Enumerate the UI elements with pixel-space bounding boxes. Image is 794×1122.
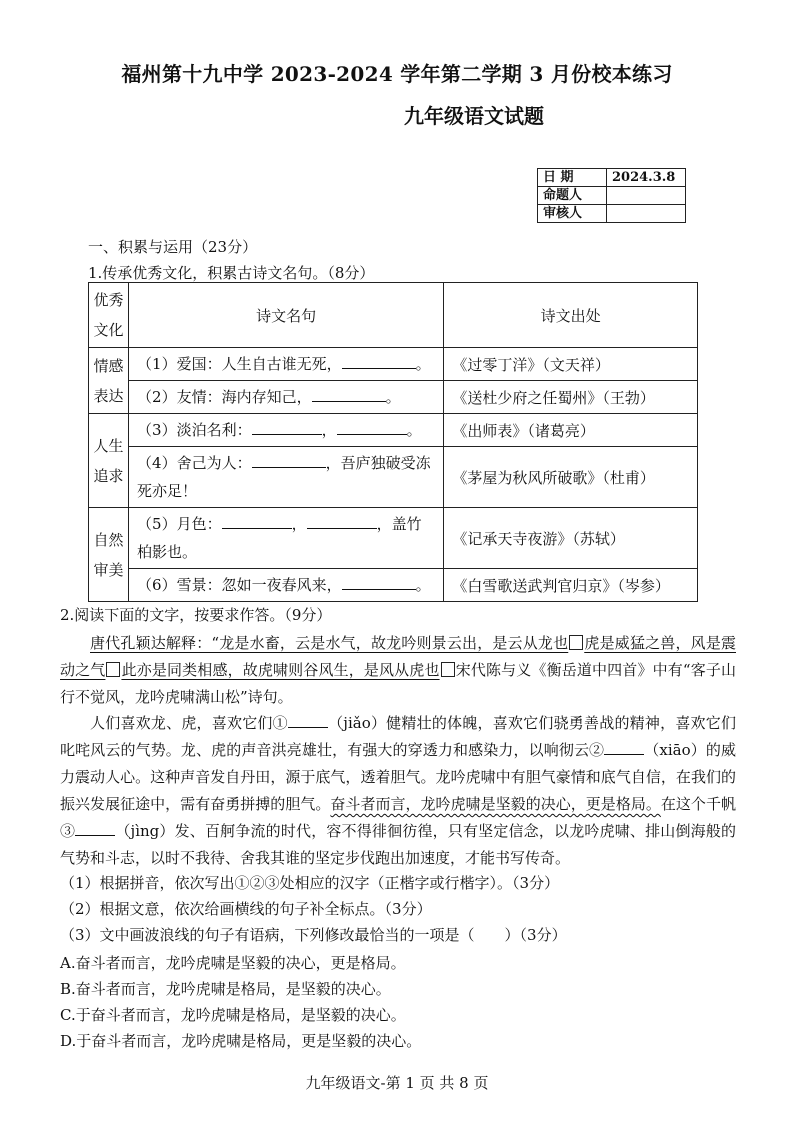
poem-row-2: （2）友情：海内存知己， 。 [129,381,444,414]
pinyin-blank-2[interactable] [604,738,644,755]
source-5: 《记承天寺夜游》（苏轼） [444,508,698,569]
date-value: 2024.3.8 [607,169,686,187]
exam-subtitle: 九年级语文试题 [404,104,544,128]
answer-blank[interactable] [222,512,292,529]
author-label: 命题人 [538,187,607,205]
wavy-sentence: 奋斗者而言，龙吟虎啸是坚毅的决心，更是格局。 [330,795,661,813]
option-a[interactable]: A.奋斗者而言，龙吟虎啸是坚毅的决心，更是格局。 [60,954,406,972]
author-value [607,187,686,205]
col-header-culture: 优秀文化 [89,283,129,348]
source-2: 《送杜少府之任蜀州》（王勃） [444,381,698,414]
col-header-lines: 诗文名句 [129,283,444,348]
question-2-prompt: 2.阅读下面的文字，按要求作答。（9分） [60,606,332,624]
reviewer-label: 审核人 [538,205,607,223]
punctuation-box[interactable] [441,662,455,677]
answer-blank[interactable] [342,352,416,369]
category-life: 人生追求 [89,414,129,508]
source-4: 《茅屋为秋风所破歌》（杜甫） [444,447,698,508]
col-header-source: 诗文出处 [444,283,698,348]
sub-question-2: （2）根据文意，依次给画横线的句子补全标点。（3分） [60,900,432,918]
option-c[interactable]: C.于奋斗者而言，龙吟虎啸是格局，是坚毅的决心。 [60,1006,406,1024]
answer-blank[interactable] [312,385,386,402]
underlined-sentence: 唐代孔颖达解释：“龙是水畜，云是水气，故龙吟则景云出，是云从龙也 虎是威猛之兽，风是震动之气 此亦是同类相感，故虎啸则谷风生，是风从虎也 [60,634,736,679]
exam-title: 福州第十九中学 2023-2024 学年第二学期 3 月份校本练习 [121,62,673,86]
poem-row-5: （5）月色： ， ，盖竹柏影也。 [129,508,444,569]
passage-paragraph-2: 人们喜欢龙、虎，喜欢它们① （jiǎo）健精壮的体魄，喜欢它们骁勇善战的精神，喜欢它们叱咤风云的气势。龙、虎的声音洪亮雄壮，有强大的穿透力和感染力，以响彻云② （xiāo）的威力震动人心。这种声音发自丹田，源于底气，透着胆气。龙吟虎啸中有胆气豪情和底气自信，在我们的振兴发展征途中，需有奋勇拼搏的胆气。奋斗者而言，龙吟虎啸是坚毅的决心，更是格局。在这个千帆③ （jìng）发、百舸争流的时代，容不得徘徊彷徨，只有坚定信念，以龙吟虎啸、排山倒海般的气势和斗志，以时不我待、舍我其谁的坚定步伐跑出加速度，才能书写传奇。 [60,710,736,872]
option-b[interactable]: B.奋斗者而言，龙吟虎啸是格局，是坚毅的决心。 [60,980,391,998]
sub-question-1: （1）根据拼音，依次写出①②③处相应的汉字（正楷字或行楷字）。（3分） [60,874,560,892]
poem-row-1: （1）爱国：人生自古谁无死， 。 [129,348,444,381]
answer-blank[interactable] [252,418,322,435]
meta-table [537,168,686,223]
poem-row-6: （6）雪景：忽如一夜春风来， 。 [129,569,444,602]
reviewer-value [607,205,686,223]
date-label: 日 期 [538,169,607,187]
source-6: 《白雪歌送武判官归京》（岑参） [444,569,698,602]
poem-row-4: （4）舍己为人： ，吾庐独破受冻死亦足！ [129,447,444,508]
pinyin-blank-3[interactable] [75,819,115,836]
passage-paragraph-1: 唐代孔颖达解释：“龙是水畜，云是水气，故龙吟则景云出，是云从龙也 虎是威猛之兽，风是震动之气 此亦是同类相感，故虎啸则谷风生，是风从虎也 宋代陈与义《衡岳道中四首》中有“客子山行不觉风，龙吟虎啸满山松”诗句。 [60,634,736,706]
category-nature: 自然审美 [89,508,129,602]
answer-blank[interactable] [252,451,326,468]
answer-blank[interactable] [337,418,407,435]
answer-blank[interactable] [307,512,377,529]
source-1: 《过零丁洋》（文天祥） [444,348,698,381]
section-heading: 一、积累与运用（23分） [88,238,258,256]
poem-table [88,282,698,602]
page-footer: 九年级语文-第 1 页 共 8 页 [305,1074,489,1092]
punctuation-box[interactable] [106,662,120,677]
pinyin-blank-1[interactable] [288,711,328,728]
punctuation-box[interactable] [569,635,583,650]
category-emotion: 情感表达 [89,348,129,414]
sub-question-3: （3）文中画波浪线的句子有语病，下列修改最恰当的一项是（ ）（3分） [60,926,567,944]
answer-blank[interactable] [342,573,416,590]
option-d[interactable]: D.于奋斗者而言，龙吟虎啸是格局，更是坚毅的决心。 [60,1032,422,1050]
question-1-prompt: 1.传承优秀文化，积累古诗文名句。（8分） [88,264,375,282]
poem-row-3: （3）淡泊名利： ， 。 [129,414,444,447]
source-3: 《出师表》（诸葛亮） [444,414,698,447]
